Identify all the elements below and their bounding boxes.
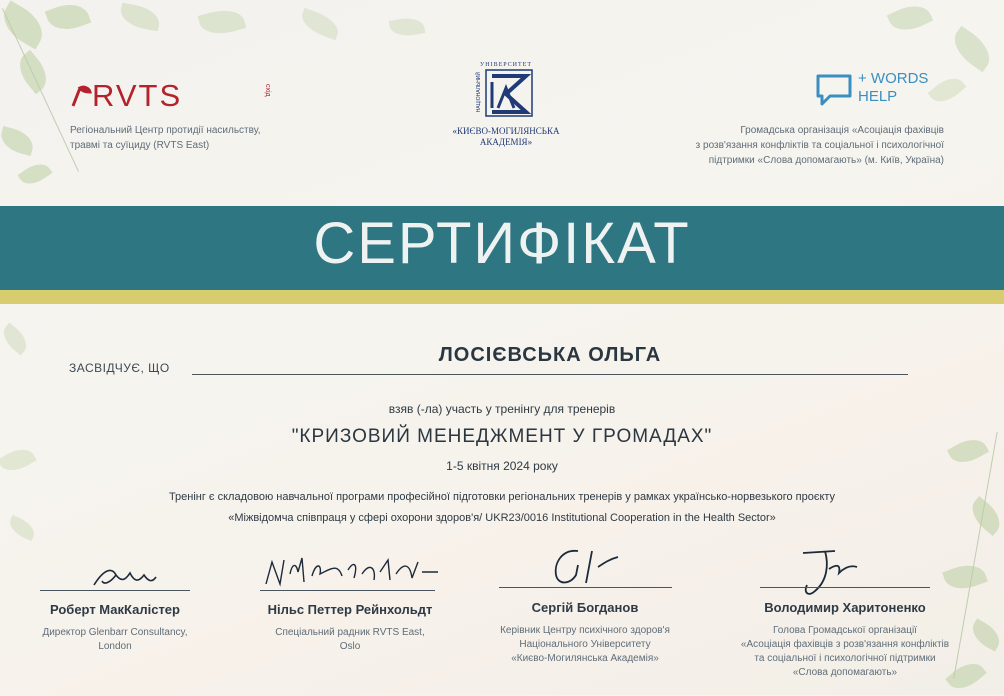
signature-line-1 — [40, 590, 190, 591]
signature-line-4 — [760, 587, 930, 588]
program-text: Тренінг є складовою навчальної програми професійної підготовки регіональних тренерів у рамках українсько-норвезького проєкту — [168, 491, 836, 503]
rvts-description: Регіональний Центр протидії насильству, травмі та суїциду (RVTS East) — [70, 125, 261, 151]
signatory-1 — [30, 602, 200, 654]
signatory-name: Нільс Петтер Рейнхольдт — [267, 602, 433, 617]
project-text: «Міжвідомча співпраця у сфері охорони здоров'я/ UKR23/0016 Institutional Cooperation in the Health Sector» — [228, 512, 776, 524]
signatory-4 — [710, 600, 980, 680]
recipient-name: ЛОСІЄВСЬКА ОЛЬГА — [438, 344, 662, 366]
signature-2 — [262, 554, 442, 595]
participation-text: взяв (-ла) участь у тренінгу для тренерів — [388, 402, 616, 416]
signatory-role: Голова Громадської організації «Асоціація фахівців з розв'язання конфліктів та соціальної і психологічної підтримки «Слова допомагають» — [740, 625, 950, 678]
speech-bubble-icon — [814, 72, 854, 113]
rvts-logo-small: схід — [264, 84, 271, 97]
signatory-name: Сергій Богданов — [531, 600, 639, 615]
signatory-3 — [470, 600, 700, 666]
certificate-title: СЕРТИФІКАТ — [313, 211, 691, 276]
words-help-description: Громадська організація «Асоціація фахівців з розв'язання конфліктів та соціальної і психологічної підтримки «Слова допомагають» (м. Київ, Україна) — [695, 125, 944, 166]
signature-1 — [90, 563, 160, 596]
signature-line-3 — [499, 587, 672, 588]
recipient-line — [192, 374, 908, 375]
signatory-role: Керівник Центру психічного здоров'я Національного Університету «Києво-Могилянська Академія» — [500, 625, 670, 664]
kma-logo: УНІВЕРСИТЕТ НАЦІОНАЛЬНИЙ «КИЄВО-МОГИЛЯНСЬКА АКАДЕМІЯ» — [452, 62, 560, 147]
kma-monogram-icon: НАЦІОНАЛЬНИЙ — [476, 68, 536, 120]
rvts-leaf-icon — [70, 80, 92, 104]
signatory-role: Директор Glenbarr Consultancy, London — [42, 627, 188, 652]
rvts-logo: RVTS схід — [70, 78, 182, 114]
signatory-role: Спеціальний радник RVTS East, Oslo — [275, 627, 425, 652]
kma-name: «КИЄВО-МОГИЛЯНСЬКА АКАДЕМІЯ» — [452, 126, 560, 147]
signatory-name: Володимир Харитоненко — [764, 600, 926, 615]
training-dates: 1-5 квітня 2024 року — [446, 459, 558, 473]
signatory-name: Роберт МакКалістер — [50, 602, 180, 617]
signature-line-2 — [260, 590, 435, 591]
training-title: "КРИЗОВИЙ МЕНЕДЖМЕНТ У ГРОМАДАХ" — [291, 426, 713, 447]
title-band-gold-stripe — [0, 290, 1004, 304]
signatory-2 — [240, 602, 460, 654]
certifies-label: ЗАСВІДЧУЄ, ЩО — [69, 361, 170, 375]
